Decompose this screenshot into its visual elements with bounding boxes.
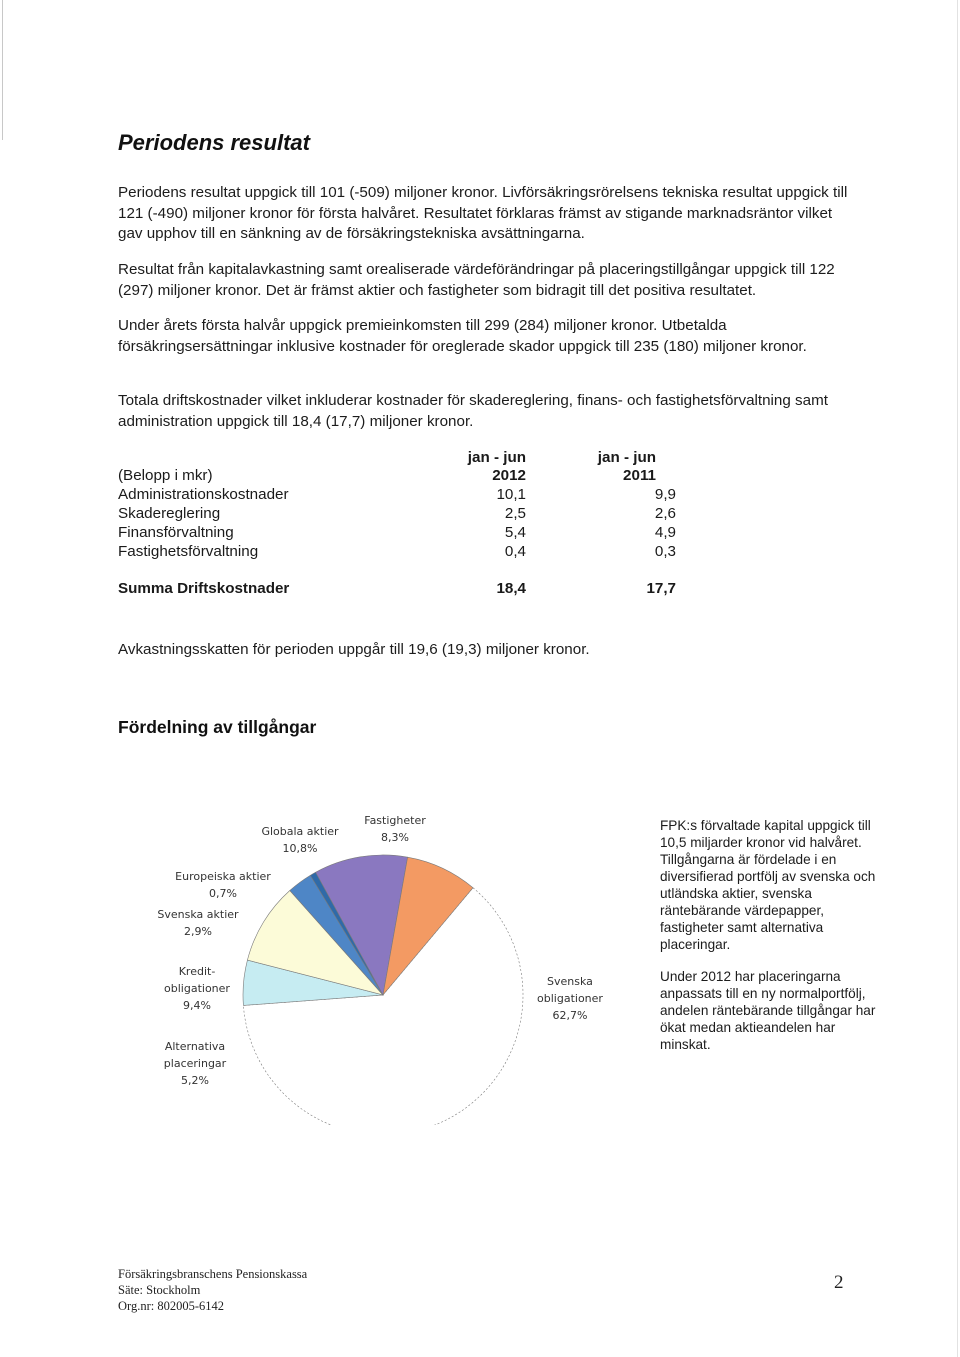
value-2011: 4,9 bbox=[654, 524, 676, 541]
total-2012: 18,4 bbox=[496, 580, 526, 597]
row-label: Finansförvaltning bbox=[118, 524, 234, 541]
result-paragraph: Periodens resultat uppgick till 101 (-509) miljoner kronor. Livförsäkringsrörelsens tekniska resultat uppgick till 121 (-490) miljoner kronor för första halvåret. Resultatet förklaras främst av stigande marknadsräntor vilket gav upphov till en sänkning av de försäkringstekniska avsättningarna. bbox=[118, 184, 848, 242]
footer bbox=[118, 1266, 307, 1314]
row-label: Fastighetsförvaltning bbox=[118, 543, 259, 560]
page-edge-line bbox=[2, 0, 3, 140]
investment-return-paragraph: Resultat från kapitalavkastning samt orealiserade värdeförändringar på placeringstillgångar uppgick till 122 (297) miljoner kronor. Det är främst aktier och fastigheter som bidragit till det positiva resultatet. bbox=[118, 261, 835, 299]
pie-label-svenska-obligationer: Svenska obligationer 62,7% bbox=[537, 975, 603, 1022]
row-label: Administrationskostnader bbox=[118, 486, 289, 503]
col-2012-year: 2012 bbox=[492, 467, 526, 484]
pie-label-fastigheter: Fastigheter 8,3% bbox=[364, 814, 426, 844]
page-number: 2 bbox=[834, 1272, 844, 1293]
pie-label-globala-aktier: Globala aktier 10,8% bbox=[261, 825, 339, 855]
col-2012-period: jan - jun bbox=[467, 449, 526, 466]
total-2011: 17,7 bbox=[646, 580, 676, 597]
value-2012: 5,4 bbox=[504, 524, 526, 541]
table-row bbox=[118, 543, 678, 563]
table-row bbox=[118, 486, 678, 506]
value-2011: 0,3 bbox=[654, 543, 676, 560]
pie-label-alternativa-placeringar: Alternativa placeringar 5,2% bbox=[163, 1040, 227, 1087]
row-label: Skadereglering bbox=[118, 505, 221, 522]
tax-paragraph: Avkastningsskatten för perioden uppgår till 19,6 (19,3) miljoner kronor. bbox=[118, 641, 590, 658]
value-2012: 0,4 bbox=[504, 543, 526, 560]
total-label: Summa Driftskostnader bbox=[118, 580, 290, 597]
page-edge-line-right bbox=[957, 0, 958, 1357]
value-2011: 2,6 bbox=[654, 505, 676, 522]
operating-cost-paragraph: Totala driftskostnader vilket inkluderar kostnader för skadereglering, finans- och fastighetsförvaltning samt administration uppgick till 18,4 (17,7) miljoner kronor. bbox=[118, 392, 828, 430]
premium-paragraph: Under årets första halvår uppgick premieinkomsten till 299 (284) miljoner kronor. Utbetalda försäkringsersättningar inklusive kostnader för oreglerade skador uppgick till 235 (180) miljoner kronor. bbox=[118, 317, 807, 355]
pie-label-kreditobligationer: Kredit-obligationer 9,4% bbox=[164, 965, 230, 1012]
table-row bbox=[118, 505, 678, 525]
asset-distribution-pie-chart bbox=[140, 800, 640, 1125]
portfolio-change-description: Under 2012 har placeringarna anpassats till en ny normalportfölj, andelen räntebärande tillgångar har ökat medan aktieandelen har minskat. bbox=[660, 969, 876, 1052]
table-unit-row bbox=[118, 467, 678, 487]
footer-org-name: Försäkringsbranschens Pensionskassa bbox=[118, 1267, 308, 1281]
footer-seat: Säte: Stockholm bbox=[118, 1283, 201, 1297]
table-row bbox=[118, 524, 678, 544]
pie-label-svenska-aktier: Svenska aktier 2,9% bbox=[157, 908, 239, 938]
unit-label: (Belopp i mkr) bbox=[118, 467, 213, 484]
value-2012: 10,1 bbox=[496, 486, 526, 503]
table-total-row bbox=[118, 580, 678, 600]
col-2011-period: jan - jun bbox=[597, 449, 656, 466]
col-2011-year: 2011 bbox=[623, 467, 656, 484]
footer-org-number: Org.nr: 802005-6142 bbox=[118, 1299, 225, 1313]
value-2012: 2,5 bbox=[504, 505, 526, 522]
pie-label-europeiska-aktier: Europeiska aktier 0,7% bbox=[175, 870, 271, 900]
section-title: Periodens resultat bbox=[118, 130, 310, 155]
asset-distribution-title: Fördelning av tillgångar bbox=[118, 717, 317, 737]
capital-description: FPK:s förvaltade kapital uppgick till 10,5 miljarder kronor vid halvåret. Tillgångarna är fördelade i en diversifierad portfölj av svenska och utländska aktier, svenska räntebärande värdepapper, fastigheter samt alternativa placeringar. bbox=[660, 818, 876, 952]
value-2011: 9,9 bbox=[654, 486, 676, 503]
